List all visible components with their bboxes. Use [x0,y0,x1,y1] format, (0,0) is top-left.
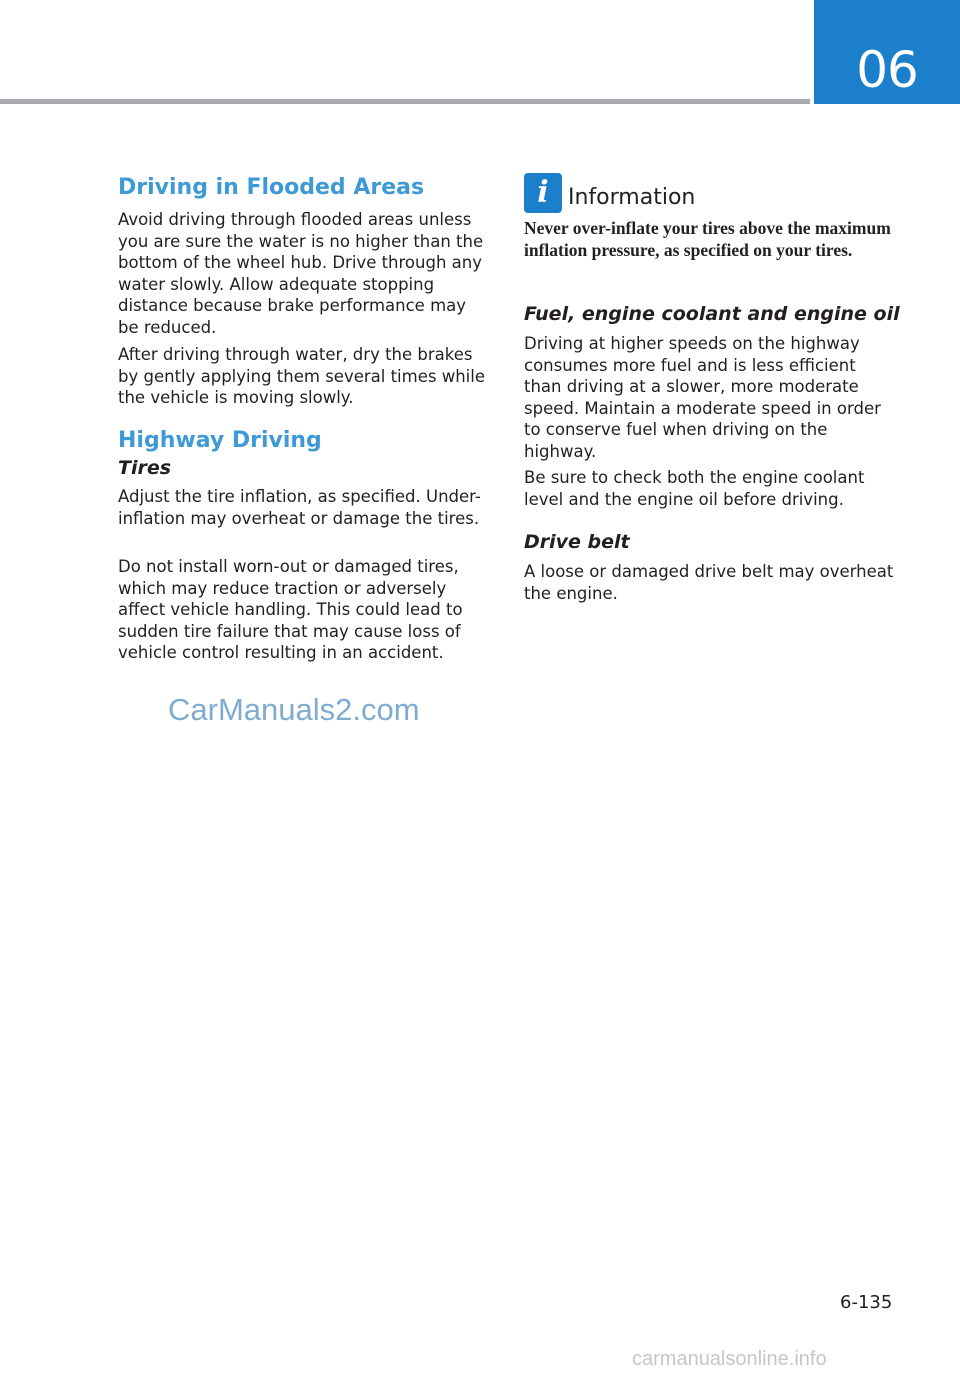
tires-paragraph-2: Do not install worn-out or damaged tires, which may reduce traction or adversely affect vehicle handling. This could lead to sudden tire failure that may cause loss of vehicle control resulting in an accident. [118,557,463,662]
watermark: CarManuals2.com [168,692,420,727]
header-rule [0,99,810,104]
fuel-heading: Fuel, engine coolant and engine oil [524,303,900,325]
page-number: 6-135 [840,1292,893,1313]
tires-paragraph-1: Adjust the tire inflation, as specified. Under-inflation may overheat or damage the tires. [118,487,481,528]
fuel-paragraph-1: Driving at higher speeds on the highway consumes more fuel and is less efficient than driving at a slower, more moderate speed. Maintain a moderate speed in order to conserve fuel when driving on the highway. [524,334,881,461]
drive-belt-heading: Drive belt [524,531,630,553]
drive-belt-paragraph: A loose or damaged drive belt may overheat the engine. [524,562,894,603]
fuel-paragraph-2: Be sure to check both the engine coolant level and the engine oil before driving. [524,468,865,509]
highway-driving-heading: Highway Driving [118,428,322,453]
flooded-paragraph-2: After driving through water, dry the brakes by gently applying them several times while the vehicle is moving slowly. [118,345,485,407]
info-icon: i [524,173,562,213]
footer-watermark: carmanualsonline.info [632,1348,827,1370]
information-text: Never over-inflate your tires above the maximum inflation pressure, as specified on your tires. [524,218,891,260]
chapter-tab: 06 [814,0,960,104]
flooded-areas-heading: Driving in Flooded Areas [118,175,425,200]
flooded-paragraph-1: Avoid driving through flooded areas unless you are sure the water is no higher than the bottom of the wheel hub. Drive through any water slowly. Allow adequate stopping distance because brake performance may be reduced. [118,210,484,337]
information-title: Information [568,184,696,210]
information-header [524,173,695,213]
tires-heading: Tires [118,457,172,479]
